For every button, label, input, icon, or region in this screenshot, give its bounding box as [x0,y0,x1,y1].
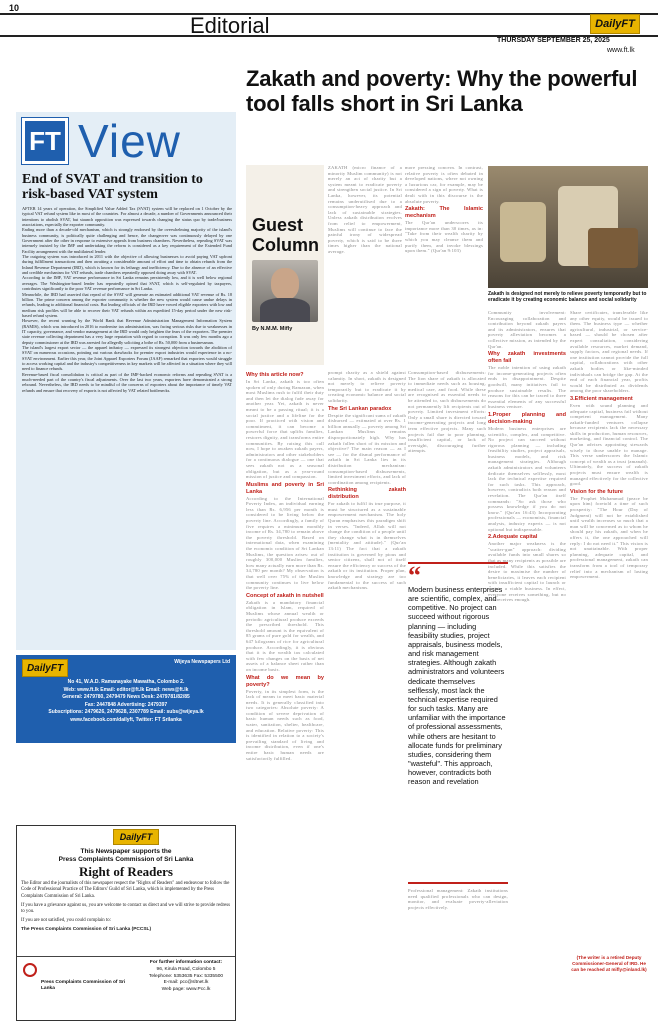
view-body [22,206,232,646]
view-paragraph: Ending more than a decade-old mechanism, which is strongly endorsed by the overwhelming majority of the island's business community, is politically quite challenging and hence, the changeover was continuously delayed by one Government after the other in response to extensive appeals from business chambers. Nevertheless, repealing SVAT was intensely insisted by the IMF and undertaking the reform is considered as a key requirement of the Extended Fund Facility arrangement with the multilateral lender. [22,227,232,254]
publisher-general: General: 2479780, 2479479 News Desk: 2479781/82/85 [62,694,190,701]
publisher-box [16,655,236,743]
byline: By N.M.M. Mifly [252,326,293,332]
publisher-logo: DailyFT [22,659,68,677]
view-paragraph: However, the recent warning by the World Bank that Revenue Administration Management Information System (RAMIS), which was introduced in 2016 to modernise tax administration, was facing serious risks due to weaknesses in IT capacity, governance, and vendor management at the IRD would only heighten the fears of the exporters. The premier state revenue collecting department has a very large reputation with regard to corruption. It was only few months ago a deputy commissioner at the IRD was arrested for allegedly soliciting a bribe of Rs. 50,000 from a businessman. [22,318,232,345]
header-date: THURSDAY SEPTEMBER 25, 2025 [497,37,610,44]
rights-paragraph: If you are not satisfied, you could complain to: [21,918,111,924]
subhead: The Sri Lankan paradox [328,405,392,412]
article-photo [488,166,648,288]
publisher-name: Wijeya Newspapers Ltd [174,659,230,665]
rights-box [16,825,236,1021]
quote-icon: “ [408,561,421,590]
view-headline: End of SVAT and transition to risk-based VAT system [22,172,203,202]
info-phone: Telephone: 5353635 Fax: 5335500 [148,973,224,979]
article-col-1a: ZAKATH (micro finance of a minority Muslim community) is not merely an act of charity but a system meant to eradicate poverty and strengthen social justice. In Sri Lanka, however, its potential remains underutilised due to a consumption-heavy approach and lack of sustainable strategies. Unless zakath distribution evolves from relief to empowerment, Muslims will continue to face the painful irony of widespread poverty, which is said to be three times higher than the national average. [328,165,402,254]
article-col-2a: more pressing concern. In contrast, relative poverty is often debated in developed nations, where not owning a luxurious car, for example, may be considered a sign of poverty. What is dealt with in this discourse is the absolute poverty. Zakath: The Islamic mechanism The Qur'an underscores its importance more than 30 times, as in: "Take from their wealth charity by which you may cleanse them and purify them, and invoke blessings upon them." (Qur'an 9:103) [405,165,483,254]
publisher-address: No 41, W.A.D. Ramanayake Mawatha, Colombo 2. [67,679,185,685]
view-paragraph: The outgoing system was introduced in 2011 with the objective of allowing businesses to avoid paying VAT upfront during fulfillment transactions and then awaiting a considerable amount of effort and time to obtain refunds from the Inland Revenue Department (IRD), which is known for its lethargy and inefficiency. Due to the absence of an effective and credible mechanism for VAT refunds, trade chambers repeatedly opposed doing away with SVAT. [22,254,232,276]
author-photo [252,260,318,322]
info-address: 96, Kirula Road, Colombo 5 [156,966,216,972]
subhead: Rethinking zakath distribution [328,487,406,501]
publisher-social[interactable]: www.facebook.com/dailyft, Twitter: FT Srilanka [70,716,182,723]
section-title: Editorial [190,13,270,38]
guest-word: Guest [252,215,304,235]
publisher-fax: Fax: 2447848 Advertising: 2479397 [84,701,168,708]
page-number: 10 [9,3,20,13]
subhead: What do we mean by poverty? [246,674,324,688]
article-col-5: Share certificates, transferable like any other equity, would be issued to them. The business type — whether agricultural, industrial, or service-based — should be chosen after expert consultation, considering available resources, market demand, supply factors, and regional needs. If one institution cannot provide the full capital, collaborations with other zakath bodies or like-minded individuals can bridge the gap. At the end of each financial year, profits would be distributed as dividends among the poor shareholders. 3.Efficient management Even with sound planning and adequate capital, business fail without competent management. Many zakath-funded ventures collapse because recipients lack the necessary skills in production, human resources, marketing, and financial control. The Qur'an advises appointing stewards wisely to those unable to manage. This verse underscores the Islamic concept of wealth as a trust (amanah). Ultimately, the success of zakath projects must ensure wealth is managed effectively for the collective good. Vision for the future The Prophet Muhammad (peace be upon him) foretold a time of such prosperity: "The Hour (Day of Judgment) will not be established until wealth increases so much that a man will be concerned as to whom he should pay his zakath, and when he offers it, the one approached will reply: I do not need it." This vision is not unattainable. With proper planning, adequate capital, and professional management, zakath can transform from a tool of temporary relief into a mechanism of lasting empowerment. [570,310,648,580]
rights-pcc: The Press Complaints Commission of Sri Lanka (PCCSL) [21,926,152,932]
info-title: For further information contact: [149,960,223,965]
quote-text: Modern business enterprises are scientific, complex, and competitive. No project can succeed without rigorous planning — including feasibility studies, project appraisals, business models, and risk management strategies. Although zakath administrators and volunteers dedicate themselves selflessly, most lack the technical expertise required for such tasks. Many are unfamiliar with the importance of professional assessments, while others are hesitant to allocate funds for preliminary studies, considering them "wasteful". This approach, however, contradicts both reason and revelation [408,585,506,787]
view-paragraph: AFTER 14 years of operation, the Simplified Value Added Tax (SVAT) system will be replaced on 1 October by the typical VAT refund system like in most of the countries. For almost a decade, a number of Governments announced their intentions to abolish SVAT, but staunch opposition was expressed towards changing the status quo by trade/business associations, especially the exporter community. [22,206,232,228]
header-logo: DailyFT [590,14,640,34]
footnote: (The writer is a retired Deputy Commissioner-General of IRD. He can be reached at mifly@inland.lk) [571,955,647,972]
subhead: Vision for the future [570,488,624,495]
article-col-4: Community involvement: Encouraging collaboration and contribution beyond zakath payers and its administrators, ensures that poverty alleviation becomes a collective mission, as intended by the Qur'an. Why zakath investments often fail The noble intention of using zakath for income-generating projects often ends in disappointment. Despite goodwill, many initiatives fail to produce sustainable results. The reasons for this can be traced to three essential elements of any successful business venture. 1.Proper planning and decision-making Modern business enterprises are scientific, complex, and competitive. No project can succeed without rigorous planning — including feasibility studies, project appraisals, business models, and risk management strategies. Although zakath administrators and volunteers dedicate themselves selflessly, most lack the technical expertise required for such tasks. This approach, however, contradicts both reason and revelation. The Qur'an itself commands: "So ask those who possess knowledge if you do not know." (Qur'an 16:43) Incorporating professionals — economists, financial analysts, industry experts — is not optional but indispensable. 2.Adequate capital Another major weakness is the "scatter-gun" approach: dividing available funds into small shares so that as many recipients as possible are included. While this satisfies the desire to maximise the number of beneficiaries, it leaves each recipient with insufficient capital to launch or sustain a viable business. In effect, everyone receives something, but no one receives enough. [488,310,566,603]
article-col-2b: prompt charity as a shield against calamity. In short, zakath is designed not merely to relieve poverty temporarily but to eradicate it by creating economic balance and social solidarity. The Sri Lankan paradox Despite the significant sums of zakath disbursed — estimated at over Rs. 1 billion annually — poverty among Sri Lankan Muslims remains disproportionately high. Why has zakath fallen short of its mission and objective? The main reason — as I see — for the dismal performance of zakath in Sri Lanka lies in its distribution mechanism: consumption-based disbursements, limited investment efforts, and lack of coordination among recipients. Rethinking zakath distribution For zakath to fulfil its true purpose, it must be structured as a sustainable empowerment mechanism. The holy Quran emphasises this paradigm shift in verses. "Indeed, Allah will not change the condition of a people until they change what is in themselves (mentality and attitude)." (Qur'an 13:11) The fact that a zakath institution is governed by pious and senior citizens, shall not of itself ensure the efficiency or success of the zakath or its institution. Proper plan, knowledge and strategy are too fundamental to the success of such zakath mechanisms. [328,370,406,591]
article-col-3b: Professional management: Zakath institutions need qualified professionals who can design, monitor, and evaluate poverty-alleviation projects effectively. [408,888,508,910]
subhead: Muslims and poverty in Sri Lanka [246,481,324,495]
subhead: 2.Adequate capital [488,534,538,541]
section-banner [0,13,658,37]
subhead: 3.Efficient management [570,395,633,402]
view-paragraph: The island's largest export sector — the apparel industry — expressed its strongest objection towards the abolition of SVAT on numerous occasions, pointing out various drawbacks for premier export industries would experience in a no-SVAT environment. Earlier this year, the Joint Apparel Exporters Forum (JAAF) remarked that exporters would struggle to access working capital and the industry's competitiveness in key markets will be affected in a situation where they will need to finance refunds. [22,344,232,372]
publisher-subscriptions: Subscriptions: 2479626, 2479628, 2307789 Email: subs@wijeya.lk [48,709,204,716]
photo-caption: Zakath is designed not merely to relieve poverty temporarily but to eradicate it by creating economic balance and social solidarity [488,291,647,304]
rights-paragraph: If you have a grievance against us, you are welcome to contact us direct and we will strive to provide redress to you. [21,902,230,915]
view-word: View [78,115,181,167]
rights-title: Right of Readers [79,864,173,879]
subhead: Why zakath investments often fail [488,351,566,365]
subhead: Zakath: The Islamic mechanism [405,206,483,220]
rights-paragraph: The Editor and the journalists of this newspaper respect the "Rights of Readers" and endeavour to follow the Code of Professional Practice of The Editors' Guild of Sri Lanka, which is implemented by the Press Complaints Commission of Sri Lanka. [21,881,230,899]
subhead: 1.Proper planning and decision-making [488,411,566,425]
info-web[interactable]: Web page: www.Pcc.lk [161,987,211,993]
ft-brand-box: FT [22,118,68,164]
subhead: Concept of zakath in nutshell [246,592,324,599]
rights-line1: This Newspaper supports the [80,848,172,855]
article-col-3a: Consumption-based disbursements: The lion share of zakath is allocated to immediate needs such as housing, medical care, and food. While these are recognised as essential needs to be attended to, such disbursements do not permanently lift recipients out of poverty. Limited investment efforts: Only a small share is directed toward income-generating projects and long term effective projects. Many such projects fail due to poor planning, insufficient capital, or lack of oversight, discouraging further attempts. [408,370,486,454]
publisher-web[interactable]: Web: www.ft.lk Email: editor@ft.lk Email: news@ft.lk [63,686,189,693]
rights-logo: DailyFT [113,829,159,845]
view-paragraph: Revenue-based fiscal consolidation is critical as part of the IMF-backed economic reforms and repealing SVAT is a much-needed part of the country's fiscal adjustments. Over the last two years, exporters have demonstrated a strong rebound. Nevertheless, the IRD needs to be mindful of the concerns of exporters about the importance of timely VAT refunds and ensure that recovery of exports is not affected by VAT related bottlenecks. [22,371,232,393]
header-website[interactable]: www.ft.lk [607,47,635,54]
pcc-logo [23,963,37,977]
subhead: Why this article now? [246,372,304,378]
ft-view-brand [22,115,232,167]
view-paragraph: Meanwhile, the IRD had asserted that repeal of the SVAT will generate an estimated additional VAT revenue of Rs. 18 billion. The prime concern among the exporter community is whether the new system would cause undue delays in refunds, leading to additional financial costs. But leading officials of the IRD have vowed eligible exporters with low and medium risk profiles will be able to recover their VAT refunds within an expedited 15-day period under the new risk-based refund system. [22,291,232,318]
rights-line2: Press Complaints Commission of Sri Lanka [58,856,194,863]
view-paragraph: According to the IMF, VAT revenue performance in Sri Lanka remains persistently low, and it is well below regional averages. The Washington-based lender has repeatedly opined that SVAT, which is self-regulated by taxpayers, contributes significantly to the poor VAT revenue performance in Sri Lanka. [22,275,232,292]
article-headline: Zakath and poverty: Why the powerful tool falls short in Sri Lanka [246,66,638,116]
article-col-1b: Why this article now? In Sri Lanka, zakath is too often spoken of only during Ramazan, when most Muslims rush to fulfil their duty and then let the dialog fade away for another year. Yet, zakath is never meant to be a passing ritual; it is a social justice and a lifeline for the poor. If practiced with vision and commitment, it can become a powerful force that uplifts families, restores dignity, and transforms entire communities. By raising this call now, I hope to awaken zakath payers, administrators and other stakeholders for a continuous dialogue — one that sees zakath not as a seasonal obligation, but as a year-round mission of justice and compassion. Muslims and poverty in Sri Lanka According to the International Poverty Index, an individual earning less than Rs. 6,956 per month is considered to be living below the poverty line. Accordingly, a family of five requires a minimum monthly income of Rs. 34,780 to remain above the poverty threshold. Based on international data, when examining the economic condition of Sri Lankan Muslims, the question arises: out of roughly 300,000 Muslim families, how many actually earn more than Rs. 34,780 per month? My observation is that well over 75% of the Muslim community continues to live below the poverty line. Concept of zakath in nutshell Zakath is a mandatory financial obligation in Islam, required of Muslims whose annual wealth or periodic agricultural produce exceeds the prescribed threshold. This threshold amount is the equivalent of 85 grams of pure gold for wealth, and 647 kilograms of rice for agricultural produce. Accordingly, it is obvious that it is the wealth tax calculated with few changes on the basis of net assets of a balance sheet rather than on income basis. What do we mean by poverty? Poverty, in its simplest form, is the lack of means to meet basic material needs. It is generally classified into two categories: Absolute poverty: A condition of severe deprivation of basic human needs such as food, water, sanitation, shelter, healthcare, and education. Relative poverty: This is identified in relation to a society's prevailing standard of living and income distribution, even if one's entire basic human needs are satisfactorily fulfilled. [246,372,324,761]
pcc-name: Press Complaints Commission of Sri Lanka [41,980,126,991]
column-word: Column [252,235,319,255]
guest-column-badge [246,165,324,365]
info-email[interactable]: E-mail: pcc@sltnet.lk [163,980,209,986]
